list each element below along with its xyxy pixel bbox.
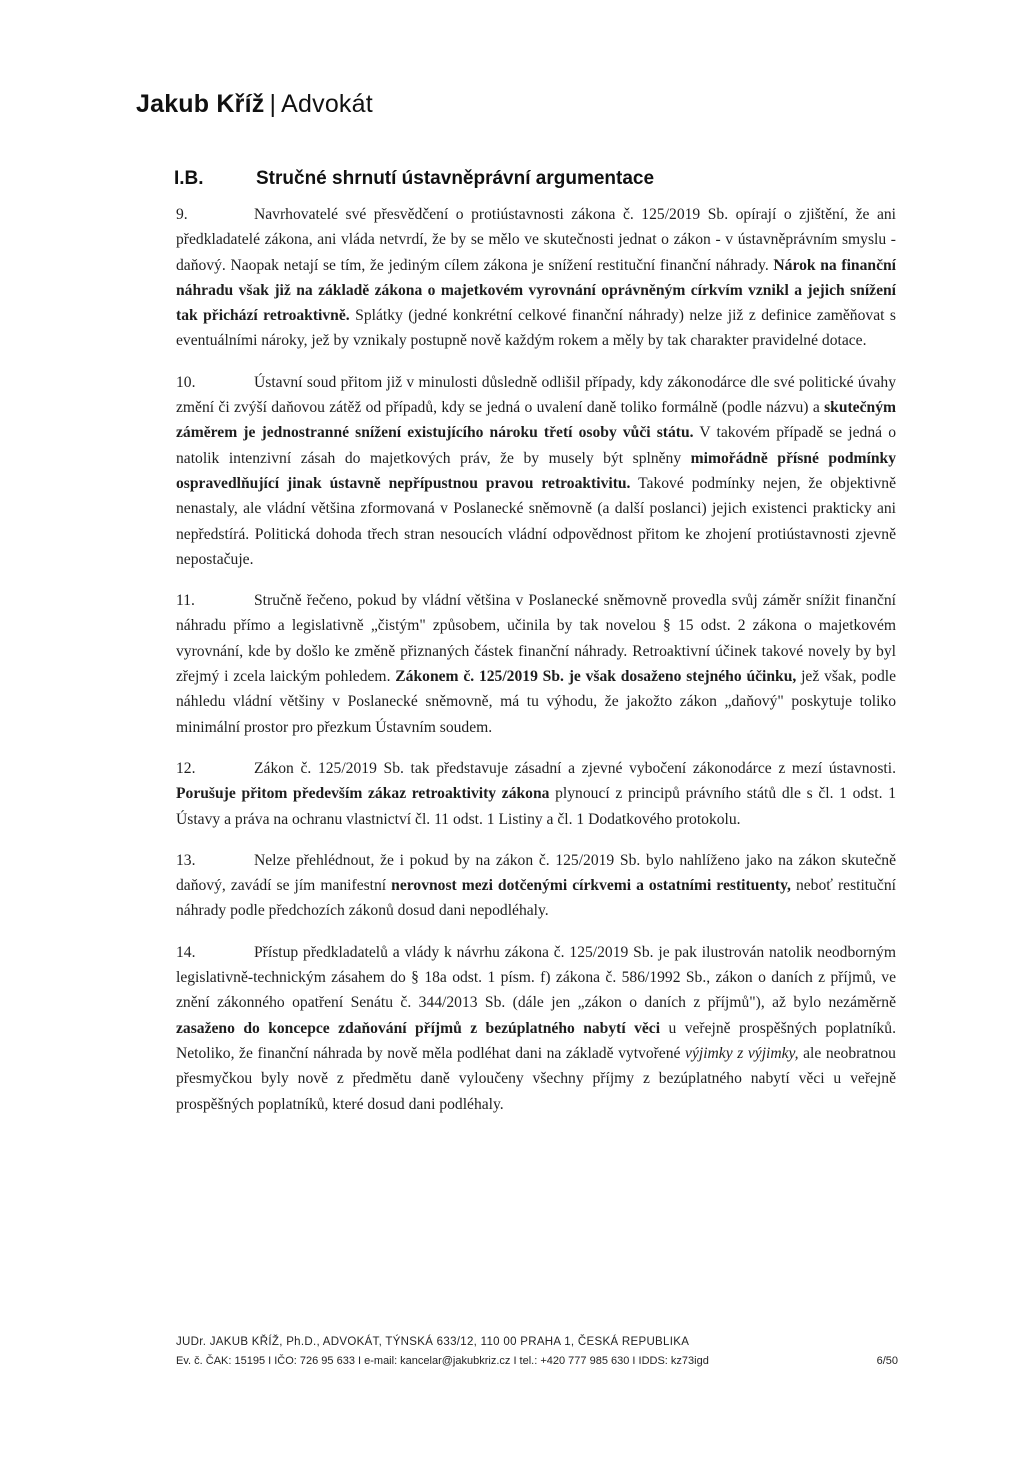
paragraph-number: 11. [176, 592, 195, 610]
paragraph-text: Takové podmínky nejen, že objektivně nenastaly, ale vládní většina zformovaná v Poslanecké sněmovně (a další poslanci) jejich existenci prakticky ani nepředstírá. Politická dohoda třech stran nesoucích vládní odpovědnost přitom ke zhojení protiústavnosti zjevně nepostačuje. [176, 474, 897, 568]
paragraph-11 [176, 588, 896, 740]
paragraph-text: plynoucí z principů právního států dle s čl. 1 odst. 1 Ústavy a práva na ochranu vlastnictví čl. 11 odst. 1 Listiny a čl. 1 Dodatkového protokolu. [176, 785, 896, 828]
paragraph-12 [176, 756, 896, 832]
page-footer [176, 1336, 898, 1367]
section-title: Stručné shrnutí ústavněprávní argumentace [256, 168, 655, 189]
paragraph-text: u veřejně prospěšných poplatníků. Netoliko, že finanční náhrada by nově měla podléhat dani na základě vytvořené [176, 1019, 896, 1062]
paragraph-emphasis: skutečným záměrem je jednostranné snížení existujícího nároku třetí osoby vůči státu. [176, 399, 896, 442]
letterhead [136, 90, 373, 119]
paragraph-number: 9. [176, 206, 188, 223]
paragraph-13 [176, 848, 896, 924]
paragraph-text: Ústavní soud přitom již v minulosti důsledně odlišil případy, kdy zákonodárce dle své politické úvahy změní či zvýší daňovou zátěž od případů, kdy se jedná o uvalení daně toliko formálně (podle názvu) a [176, 373, 896, 417]
paragraph-emphasis: zasaženo do koncepce zdaňování příjmů z bezúplatného nabytí věci [176, 1019, 661, 1037]
paragraph-emphasis: nerovnost mezi dotčenými církvemi a ostatními restituenty, [391, 877, 791, 895]
paragraph-number: 10. [176, 373, 196, 391]
footer-contact-row [176, 1355, 898, 1367]
paragraph-italic: výjimky z výjimky, [685, 1044, 799, 1062]
section-heading [174, 168, 654, 190]
paragraph-number: 12. [176, 759, 196, 777]
section-number: I.B. [174, 168, 204, 189]
paragraph-number: 13. [176, 851, 196, 869]
footer-address: JUDr. JAKUB KŘÍŽ, Ph.D., ADVOKÁT, TÝNSKÁ 633/12, 110 00 PRAHA 1, ČESKÁ REPUBLIKA [176, 1336, 690, 1348]
paragraph-text: jež však, podle náhledu vládní většiny v Poslanecké sněmovně, má tu výhodu, že jakožto zákon „daňový" poskytuje toliko minimální prostor pro přezkum Ústavním soudem. [176, 668, 896, 736]
paragraph-emphasis: Nárok na finanční náhradu však již na základě zákona o majetkovém vyrovnání oprávněným církvím vznikl a jejich snížení tak přichází retroaktivně. [176, 256, 896, 325]
paragraph-14 [176, 940, 896, 1117]
paragraph-text: Splátky (jedné konkrétní celkové finanční náhrady) nelze již z definice zaměňovat s eventuálními nároky, jež by vznikaly postupně nově každým rokem a měly by tak charakter pravidelné dotace. [176, 307, 896, 350]
paragraph-text: Nelze přehlédnout, že i pokud by na zákon č. 125/2019 Sb. bylo nahlíženo jako na zákon skutečně daňový, zavádí se jím manifestní [176, 851, 896, 895]
paragraph-text: ale neobratnou přesmyčkou byly nově z předmětu daně vyloučeny všechny příjmy z bezúplatného nabytí věci u veřejně prospěšných poplatníků, které dosud dani podléhaly. [176, 1044, 896, 1113]
document-body [176, 202, 896, 1133]
footer-contact: Ev. č. ČAK: 15195 I IČO: 726 95 633 I e-mail: kancelar@jakubkriz.cz I tel.: +420 777 985 630 I IDDS: kz73igd [176, 1355, 709, 1367]
letterhead-separator: | [269, 90, 277, 118]
paragraph-text: neboť restituční náhrady podle předchozích zákonů dosud dani nepodléhaly. [176, 877, 896, 920]
letterhead-role: Advokát [281, 90, 373, 118]
paragraph-9 [176, 202, 896, 354]
paragraph-text: V takovém případě se jedná o natolik intenzivní zásah do majetkových práv, že by musely být splněny [176, 424, 896, 467]
paragraph-emphasis: Zákonem č. 125/2019 Sb. je však dosaženo stejného účinku, [395, 668, 797, 686]
paragraph-emphasis: Porušuje přitom především zákaz retroaktivity zákona [176, 785, 550, 803]
paragraph-text: Přístup předkladatelů a vlády k návrhu zákona č. 125/2019 Sb. je pak ilustrován natolik neodborným legislativně-technickým zásahem do § 18a odst. 1 písm. f) zákona č. 586/1992 Sb., zákon o daních z příjmů, ve znění zákonného opatření Senátu č. 344/2013 Sb. (dále jen „zákon o daních z příjmů"), až bylo nezáměrně [176, 943, 896, 1012]
paragraph-text: Zákon č. 125/2019 Sb. tak představuje zásadní a zjevné vybočení zákonodárce z mezí ústavnosti. [254, 759, 896, 777]
paragraph-number: 14. [176, 943, 196, 961]
page-number: 6/50 [876, 1355, 898, 1367]
paragraph-emphasis: mimořádně přísné podmínky ospravedlňující jinak ústavně nepřípustnou pravou retroaktivitu. [176, 449, 896, 492]
letterhead-name: Jakub Kříž [136, 90, 265, 118]
paragraph-text: Stručně řečeno, pokud by vládní většina v Poslanecké sněmovně provedla svůj záměr snížit finanční náhradu přímo a legislativně „čistým" způsobem, učinila by tak novelou § 15 odst. 2 zákona o majetkovém vyrovnání, kde by došlo ke změně přiznaných částek finanční náhrady. Retroaktivní účinek takové novely by byl zřejmý i zcela laickým pohledem. [176, 592, 896, 686]
paragraph-text: Navrhovatelé své přesvědčení o protiústavnosti zákona č. 125/2019 Sb. opírají o zjištění, že ani předkladatelé zákona, ani vláda netvrdí, že by se mělo ve skutečnosti jednat o zákon - v ústavněprávním smyslu - daňový. Naopak netají se tím, že jediným cílem zákona je snížení restituční finanční náhrady. [176, 206, 896, 274]
paragraph-10 [176, 370, 896, 572]
